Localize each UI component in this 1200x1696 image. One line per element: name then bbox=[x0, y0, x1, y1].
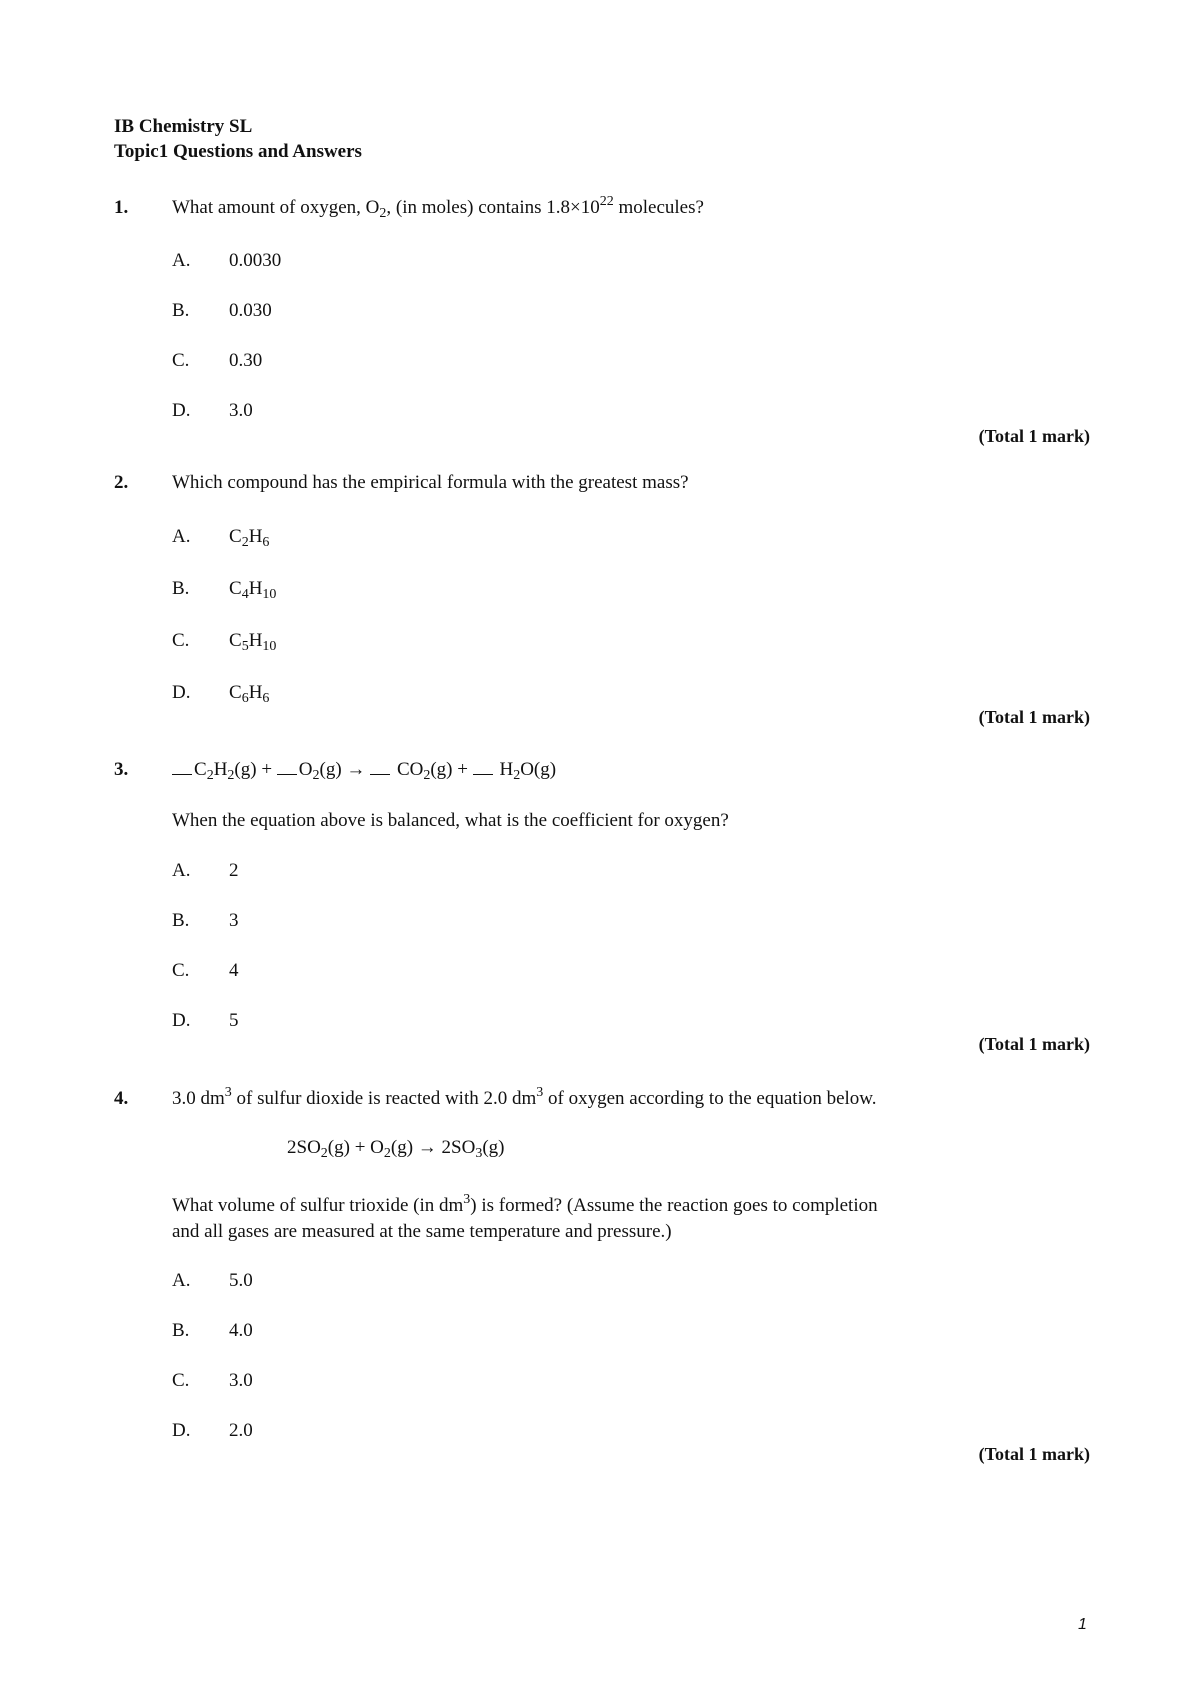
q4-option-b-value: 4.0 bbox=[229, 1320, 253, 1341]
q1-option-b-value: 0.030 bbox=[229, 300, 272, 321]
question-4-prompt-line-2: and all gases are measured at the same temperature and pressure.) bbox=[172, 1221, 672, 1242]
q3-option-b-label: B. bbox=[172, 910, 190, 931]
q2-total-mark: (Total 1 mark) bbox=[978, 707, 1090, 727]
q4-option-c-value: 3.0 bbox=[229, 1370, 253, 1391]
question-1-number: 1. bbox=[114, 197, 129, 218]
question-4-number: 4. bbox=[114, 1088, 129, 1109]
q3-total-mark: (Total 1 mark) bbox=[978, 1034, 1090, 1054]
q3-option-a-label: A. bbox=[172, 860, 191, 881]
q3-option-a-value: 2 bbox=[229, 860, 239, 881]
q1-option-d-label: D. bbox=[172, 400, 191, 421]
q4-option-c-label: C. bbox=[172, 1370, 190, 1391]
q1-option-c-label: C. bbox=[172, 350, 190, 371]
q3-option-d-label: D. bbox=[172, 1010, 191, 1031]
q4-option-a-value: 5.0 bbox=[229, 1270, 253, 1291]
q3-option-c-label: C. bbox=[172, 960, 190, 981]
q4-option-d-value: 2.0 bbox=[229, 1420, 253, 1441]
question-1-text: What amount of oxygen, $O_2$, (in moles) contains $1.8\times 10^{22}$ molecules? bbox=[172, 194, 704, 221]
q3-option-b-value: 3 bbox=[229, 910, 239, 931]
q2-option-d-label: D. bbox=[172, 682, 191, 703]
q1-option-a-value: 0.0030 bbox=[229, 250, 282, 271]
document-subtitle: Topic1 Questions and Answers bbox=[114, 141, 362, 162]
q2-option-c-value: $C_5H_{10}$ bbox=[229, 630, 277, 654]
question-3-equation: $C_2H_2(g) + O_2(g) \to CO_2(g) + H_2O(g)$ bbox=[172, 759, 556, 781]
question-4-equation: $2SO_2(g) + O_2(g) \to 2SO_3(g)$ bbox=[287, 1137, 505, 1161]
q4-option-a-label: A. bbox=[172, 1270, 191, 1291]
q3-option-c-value: 4 bbox=[229, 960, 239, 981]
q1-option-a-label: A. bbox=[172, 250, 191, 271]
q1-option-d-value: 3.0 bbox=[229, 400, 253, 421]
q4-option-b-label: B. bbox=[172, 1320, 190, 1341]
q1-total-mark: (Total 1 mark) bbox=[978, 426, 1090, 446]
question-4-prompt-line-1: What volume of sulfur trioxide (in $dm^3$) is formed? (Assume the reaction goes to completion bbox=[172, 1192, 878, 1216]
question-3-text: When the equation above is balanced, what is the coefficient for oxygen? bbox=[172, 810, 729, 831]
question-2-number: 2. bbox=[114, 472, 129, 493]
question-2-text: Which compound has the empirical formula with the greatest mass? bbox=[172, 472, 689, 493]
question-3-number: 3. bbox=[114, 759, 129, 780]
q2-option-c-label: C. bbox=[172, 630, 190, 651]
q2-option-b-label: B. bbox=[172, 578, 190, 599]
question-4-text: 3.0 $dm^3$ of sulfur dioxide is reacted with 2.0 $dm^3$ of oxygen according to the equation below. bbox=[172, 1085, 877, 1109]
q4-total-mark: (Total 1 mark) bbox=[978, 1444, 1090, 1464]
q3-option-d-value: 5 bbox=[229, 1010, 239, 1031]
document-title: IB Chemistry SL bbox=[114, 116, 253, 137]
q1-option-b-label: B. bbox=[172, 300, 190, 321]
q2-option-a-value: $C_2H_6$ bbox=[229, 526, 270, 550]
q2-option-a-label: A. bbox=[172, 526, 191, 547]
q2-option-b-value: $C_4H_{10}$ bbox=[229, 578, 277, 602]
q4-option-d-label: D. bbox=[172, 1420, 191, 1441]
q1-option-c-value: 0.30 bbox=[229, 350, 263, 371]
page-number: 1 bbox=[1078, 1616, 1087, 1633]
q2-option-d-value: $C_6H_6$ bbox=[229, 682, 270, 706]
